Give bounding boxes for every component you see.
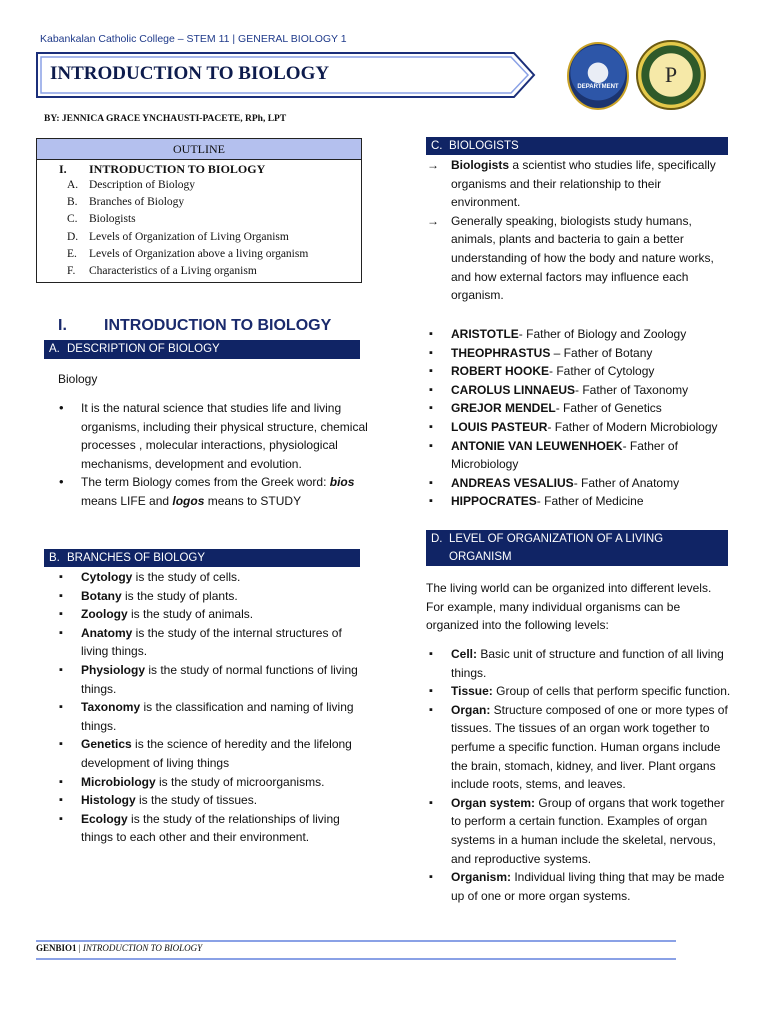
branch-term: Botany — [81, 588, 122, 603]
level-term: Organism: — [451, 870, 512, 885]
levels-intro-paragraph: The living world can be organized into different levels. For example, many individual organisms can be organized into the following levels: — [426, 581, 712, 633]
description-list — [56, 399, 368, 511]
branch-term: Zoology — [81, 607, 128, 622]
greek-word-logos: logos — [172, 493, 205, 508]
list-item — [426, 794, 732, 868]
branch-term: Microbiology — [81, 774, 156, 789]
outline-item-text: Levels of Organization of Living Organism — [89, 230, 289, 243]
branch-term: Anatomy — [81, 625, 133, 640]
biologist-definition: Generally speaking, biologists study humans, animals, plants and bacteria to gain a better understanding of how the body and nature works, and how external factors may influence each organism. — [451, 213, 714, 303]
biologist-term: Biologists — [451, 158, 510, 172]
outline-item-text: Levels of Organization above a living organism — [89, 247, 309, 260]
section-d-letter: D. — [431, 533, 443, 545]
scientist-title: - Father of Biology and Zoology — [518, 327, 687, 341]
outline-item-text: Branches of Biology — [89, 196, 185, 209]
list-item — [56, 661, 368, 698]
author-line: BY: JENNICA GRACE YNCHAUSTI-PACETE, RPh, LPT — [44, 114, 287, 124]
level-definition: Basic unit of structure and function of all living things. — [451, 647, 724, 680]
list-item — [426, 645, 732, 682]
scientist-title: - Father of Anatomy — [573, 475, 680, 490]
outline-main-title: INTRODUCTION TO BIOLOGY — [89, 162, 266, 176]
list-item — [426, 868, 732, 905]
level-term: Organ system: — [451, 795, 536, 810]
biologist-definition: a scientist who studies life, specifically organisms and their relationship to their environment. — [451, 158, 716, 210]
footer-title: INTRODUCTION TO BIOLOGY — [82, 943, 203, 953]
outline-item — [67, 265, 308, 282]
outline-main-topic — [59, 162, 265, 177]
scientist-title: - Father of Genetics — [555, 401, 662, 416]
list-item — [426, 212, 732, 305]
branch-definition: is the study of microorganisms. — [155, 774, 325, 789]
scientist-name: ARISTOTLE — [451, 327, 519, 341]
scientist-name: GREJOR MENDEL — [451, 401, 556, 416]
outline-item-text: Biologists — [89, 213, 136, 226]
college-seal-letter: P — [664, 62, 678, 87]
outline-item — [67, 248, 308, 265]
scientist-title: – Father of Botany — [550, 345, 653, 360]
list-item — [426, 325, 732, 344]
section-title — [58, 317, 331, 335]
outline-item-letter: D. — [67, 230, 79, 243]
list-item — [426, 437, 732, 474]
scientist-name: ANTONIE VAN LEUWENHOEK — [451, 438, 623, 453]
scientist-title: - Father of Cytology — [549, 364, 655, 379]
list-item — [426, 682, 732, 701]
outline-item-letter: E. — [67, 247, 77, 260]
section-d-title: LEVEL OF ORGANIZATION OF A LIVING ORGANISM — [449, 533, 664, 563]
scientist-name: ROBERT HOOKE — [451, 364, 550, 379]
outline-item-text: Description of Biology — [89, 179, 196, 191]
level-definition: Group of cells that perform specific function. — [492, 684, 731, 699]
branch-term: Taxonomy — [81, 700, 141, 715]
branches-list — [56, 568, 368, 847]
branch-term: Cytology — [81, 570, 133, 584]
section-a-title: DESCRIPTION OF BIOLOGY — [67, 343, 220, 355]
levels-list — [426, 645, 732, 905]
outline-item — [67, 179, 308, 196]
footer-rule-bottom — [36, 958, 676, 960]
greek-origin-text: means LIFE and — [81, 493, 173, 508]
branch-term: Ecology — [81, 811, 128, 826]
section-title-text: INTRODUCTION TO BIOLOGY — [104, 317, 332, 334]
section-c-title: BIOLOGISTS — [449, 140, 519, 152]
section-b-letter: B. — [49, 552, 60, 564]
list-item — [426, 418, 732, 437]
scientist-name: THEOPHRASTUS — [451, 345, 551, 360]
level-term: Tissue: — [451, 684, 493, 699]
greek-origin-text: means to STUDY — [204, 493, 302, 508]
list-item — [56, 735, 368, 772]
greek-origin-text: The term Biology comes from the Greek word: — [81, 475, 330, 490]
list-item — [56, 624, 368, 661]
scientist-title: - Father of Modern Microbiology — [547, 419, 718, 434]
outline-main-number: I. — [59, 162, 67, 176]
list-item — [426, 399, 732, 418]
greek-word-bios: bios — [329, 475, 355, 490]
section-a-letter: A. — [49, 343, 60, 355]
scientist-name: LOUIS PASTEUR — [451, 419, 548, 434]
list-item — [426, 701, 732, 794]
level-term: Cell: — [451, 647, 478, 661]
branch-definition: is the study of the internal structures of living things. — [81, 625, 342, 659]
section-c-letter: C. — [431, 140, 443, 152]
level-definition: Individual living thing that may be made up of one or more organ systems. — [451, 870, 725, 903]
department-seal-label: DEPARTMENT — [577, 84, 619, 90]
section-b-title: BRANCHES OF BIOLOGY — [67, 552, 206, 564]
level-definition: Group of organs that work together to perform a certain function. Examples of organ systems in a human include the skeletal, nervous, and reproductive systems. — [451, 795, 725, 866]
branch-definition: is the classification and naming of living things. — [81, 700, 354, 733]
outline-heading: OUTLINE — [37, 139, 361, 160]
list-item — [426, 492, 732, 511]
section-d-header-bar — [426, 530, 728, 566]
list-item — [56, 698, 368, 735]
list-item — [426, 474, 732, 493]
school-header-line: Kabankalan Catholic College – STEM 11 | GENERAL BIOLOGY 1 — [40, 33, 347, 45]
branch-definition: is the science of heredity and the lifelong development of living things — [81, 737, 352, 770]
outline-item-letter: C. — [67, 213, 78, 226]
level-definition: Structure composed of one or more types of tissues. The tissues of an organ work together to perfume a specific function. Human organs include the brain, stomach, kidney, and liver. Plant organs include roots, stems, and leaves. — [451, 702, 728, 792]
list-item — [56, 810, 368, 847]
list-item — [426, 362, 732, 381]
scientist-name: ANDREAS VESALIUS — [451, 475, 574, 490]
list-item — [56, 587, 368, 606]
scientist-title: - Father of Microbiology — [451, 438, 678, 472]
banner-title: INTRODUCTION TO BIOLOGY — [50, 63, 330, 84]
outline-item-letter: B. — [67, 196, 78, 209]
fathers-of-biology-list — [426, 325, 732, 511]
section-c-header-bar — [426, 137, 728, 155]
outline-item — [67, 213, 308, 230]
outline-item-letter: F. — [67, 264, 76, 277]
list-item — [426, 344, 732, 363]
page-footer — [36, 943, 202, 953]
scientist-name: CAROLUS LINNAEUS — [451, 382, 576, 397]
scientist-name: HIPPOCRATES — [451, 494, 537, 509]
biology-subheading: Biology — [58, 372, 98, 386]
branch-definition: is the study of normal functions of living things. — [81, 662, 358, 696]
list-item — [426, 381, 732, 400]
outline-item — [67, 231, 308, 248]
footer-separator: | — [76, 943, 83, 953]
section-b-header-bar — [44, 549, 360, 567]
branch-term: Physiology — [81, 662, 146, 677]
list-item — [56, 773, 368, 792]
section-number: I. — [58, 317, 67, 334]
footer-course-code: GENBIO1 — [36, 943, 77, 953]
branch-definition: is the study of animals. — [127, 607, 254, 622]
outline-box — [36, 138, 362, 283]
outline-item-text: Characteristics of a Living organism — [89, 264, 257, 277]
branch-definition: is the study of cells. — [132, 570, 241, 584]
list-item — [426, 156, 732, 212]
outline-item — [67, 196, 308, 213]
outline-list — [67, 179, 308, 282]
scientist-title: - Father of Taxonomy — [575, 382, 689, 397]
list-item — [56, 473, 368, 510]
branch-definition: is the study of plants. — [121, 588, 238, 603]
college-seal-logo — [636, 40, 706, 110]
department-seal-logo — [567, 42, 629, 110]
description-text: It is the natural science that studies life and living organisms, including their physical structure, chemical processes , molecular interactions, physiological mechanisms, development and evolution. — [81, 401, 368, 471]
list-item — [56, 791, 368, 810]
section-a-header-bar — [44, 340, 360, 359]
list-item — [56, 605, 368, 624]
branch-term: Genetics — [81, 737, 132, 752]
footer-rule-top — [36, 940, 676, 942]
branch-term: Histology — [81, 793, 136, 808]
title-banner — [36, 52, 536, 98]
outline-item-letter: A. — [67, 179, 79, 191]
level-term: Organ: — [451, 702, 491, 717]
branch-definition: is the study of the relationships of living things to each other and their environment. — [81, 811, 340, 845]
scientist-title: - Father of Medicine — [536, 494, 644, 509]
branch-definition: is the study of tissues. — [135, 793, 258, 808]
list-item — [56, 568, 368, 587]
list-item — [56, 399, 368, 473]
biologists-definition-list — [426, 156, 732, 305]
